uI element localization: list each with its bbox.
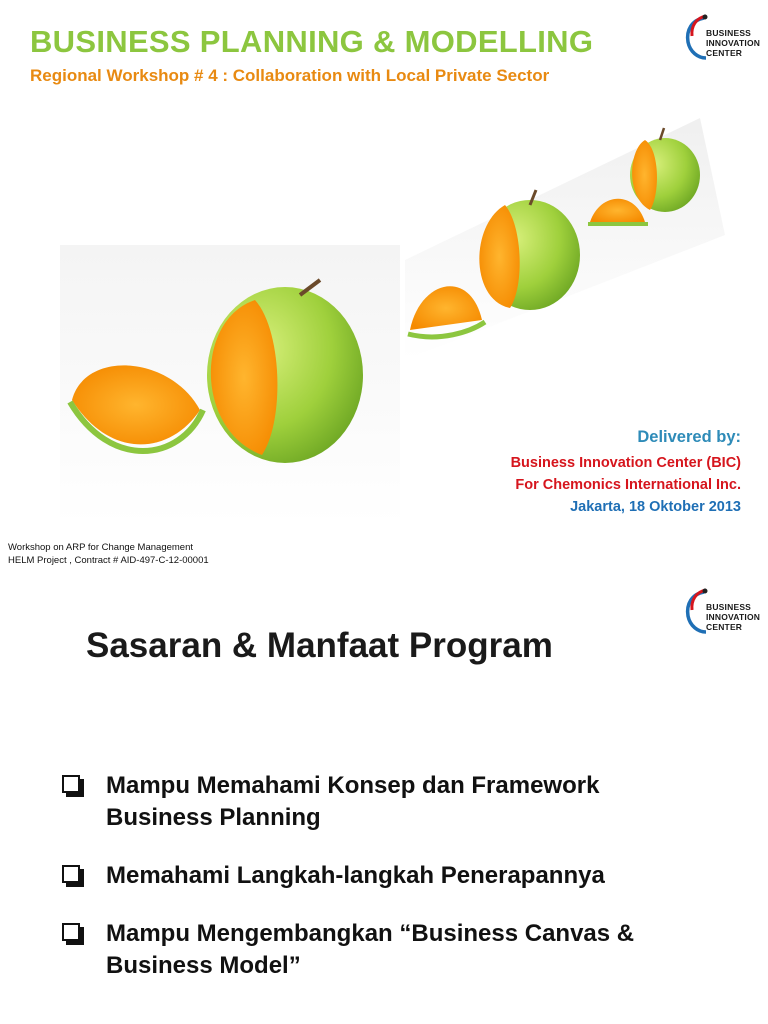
- date-line: Jakarta, 18 Oktober 2013: [570, 499, 741, 515]
- slide-title: Sasaran & Manfaat Program: [86, 626, 553, 665]
- slide-subtitle: Regional Workshop # 4 : Collaboration with Local Private Sector: [30, 66, 550, 85]
- bic-logo: [684, 586, 768, 646]
- checkbox-bullet-icon: [62, 865, 80, 883]
- checkbox-bullet-icon: [62, 923, 80, 941]
- list-item: Mampu Mengembangkan “Business Canvas & Business Model”: [62, 918, 742, 982]
- slide-title: BUSINESS PLANNING & MODELLING: [30, 24, 594, 59]
- slide-2: [0, 576, 768, 1024]
- logo-text: BUSINESS INNOVATION CENTER: [706, 602, 761, 632]
- logo-text: BUSINESS INNOVATION CENTER: [706, 28, 761, 58]
- org-line-1: Business Innovation Center (BIC): [510, 455, 741, 471]
- list-item: Memahami Langkah-langkah Penerapannya: [62, 860, 742, 892]
- list-item: Mampu Memahami Konsep dan Framework Business Planning: [62, 770, 742, 834]
- bullet-list: [62, 770, 742, 1008]
- footer-line-1: Workshop on ARP for Change Management: [8, 542, 194, 553]
- footer-line-2: HELM Project , Contract # AID-497-C-12-00001: [8, 555, 209, 566]
- delivered-label: Delivered by:: [637, 428, 741, 446]
- checkbox-bullet-icon: [62, 775, 80, 793]
- org-line-2: For Chemonics International Inc.: [515, 477, 741, 493]
- slide-footer: [8, 541, 209, 567]
- delivered-by-block: [511, 428, 741, 518]
